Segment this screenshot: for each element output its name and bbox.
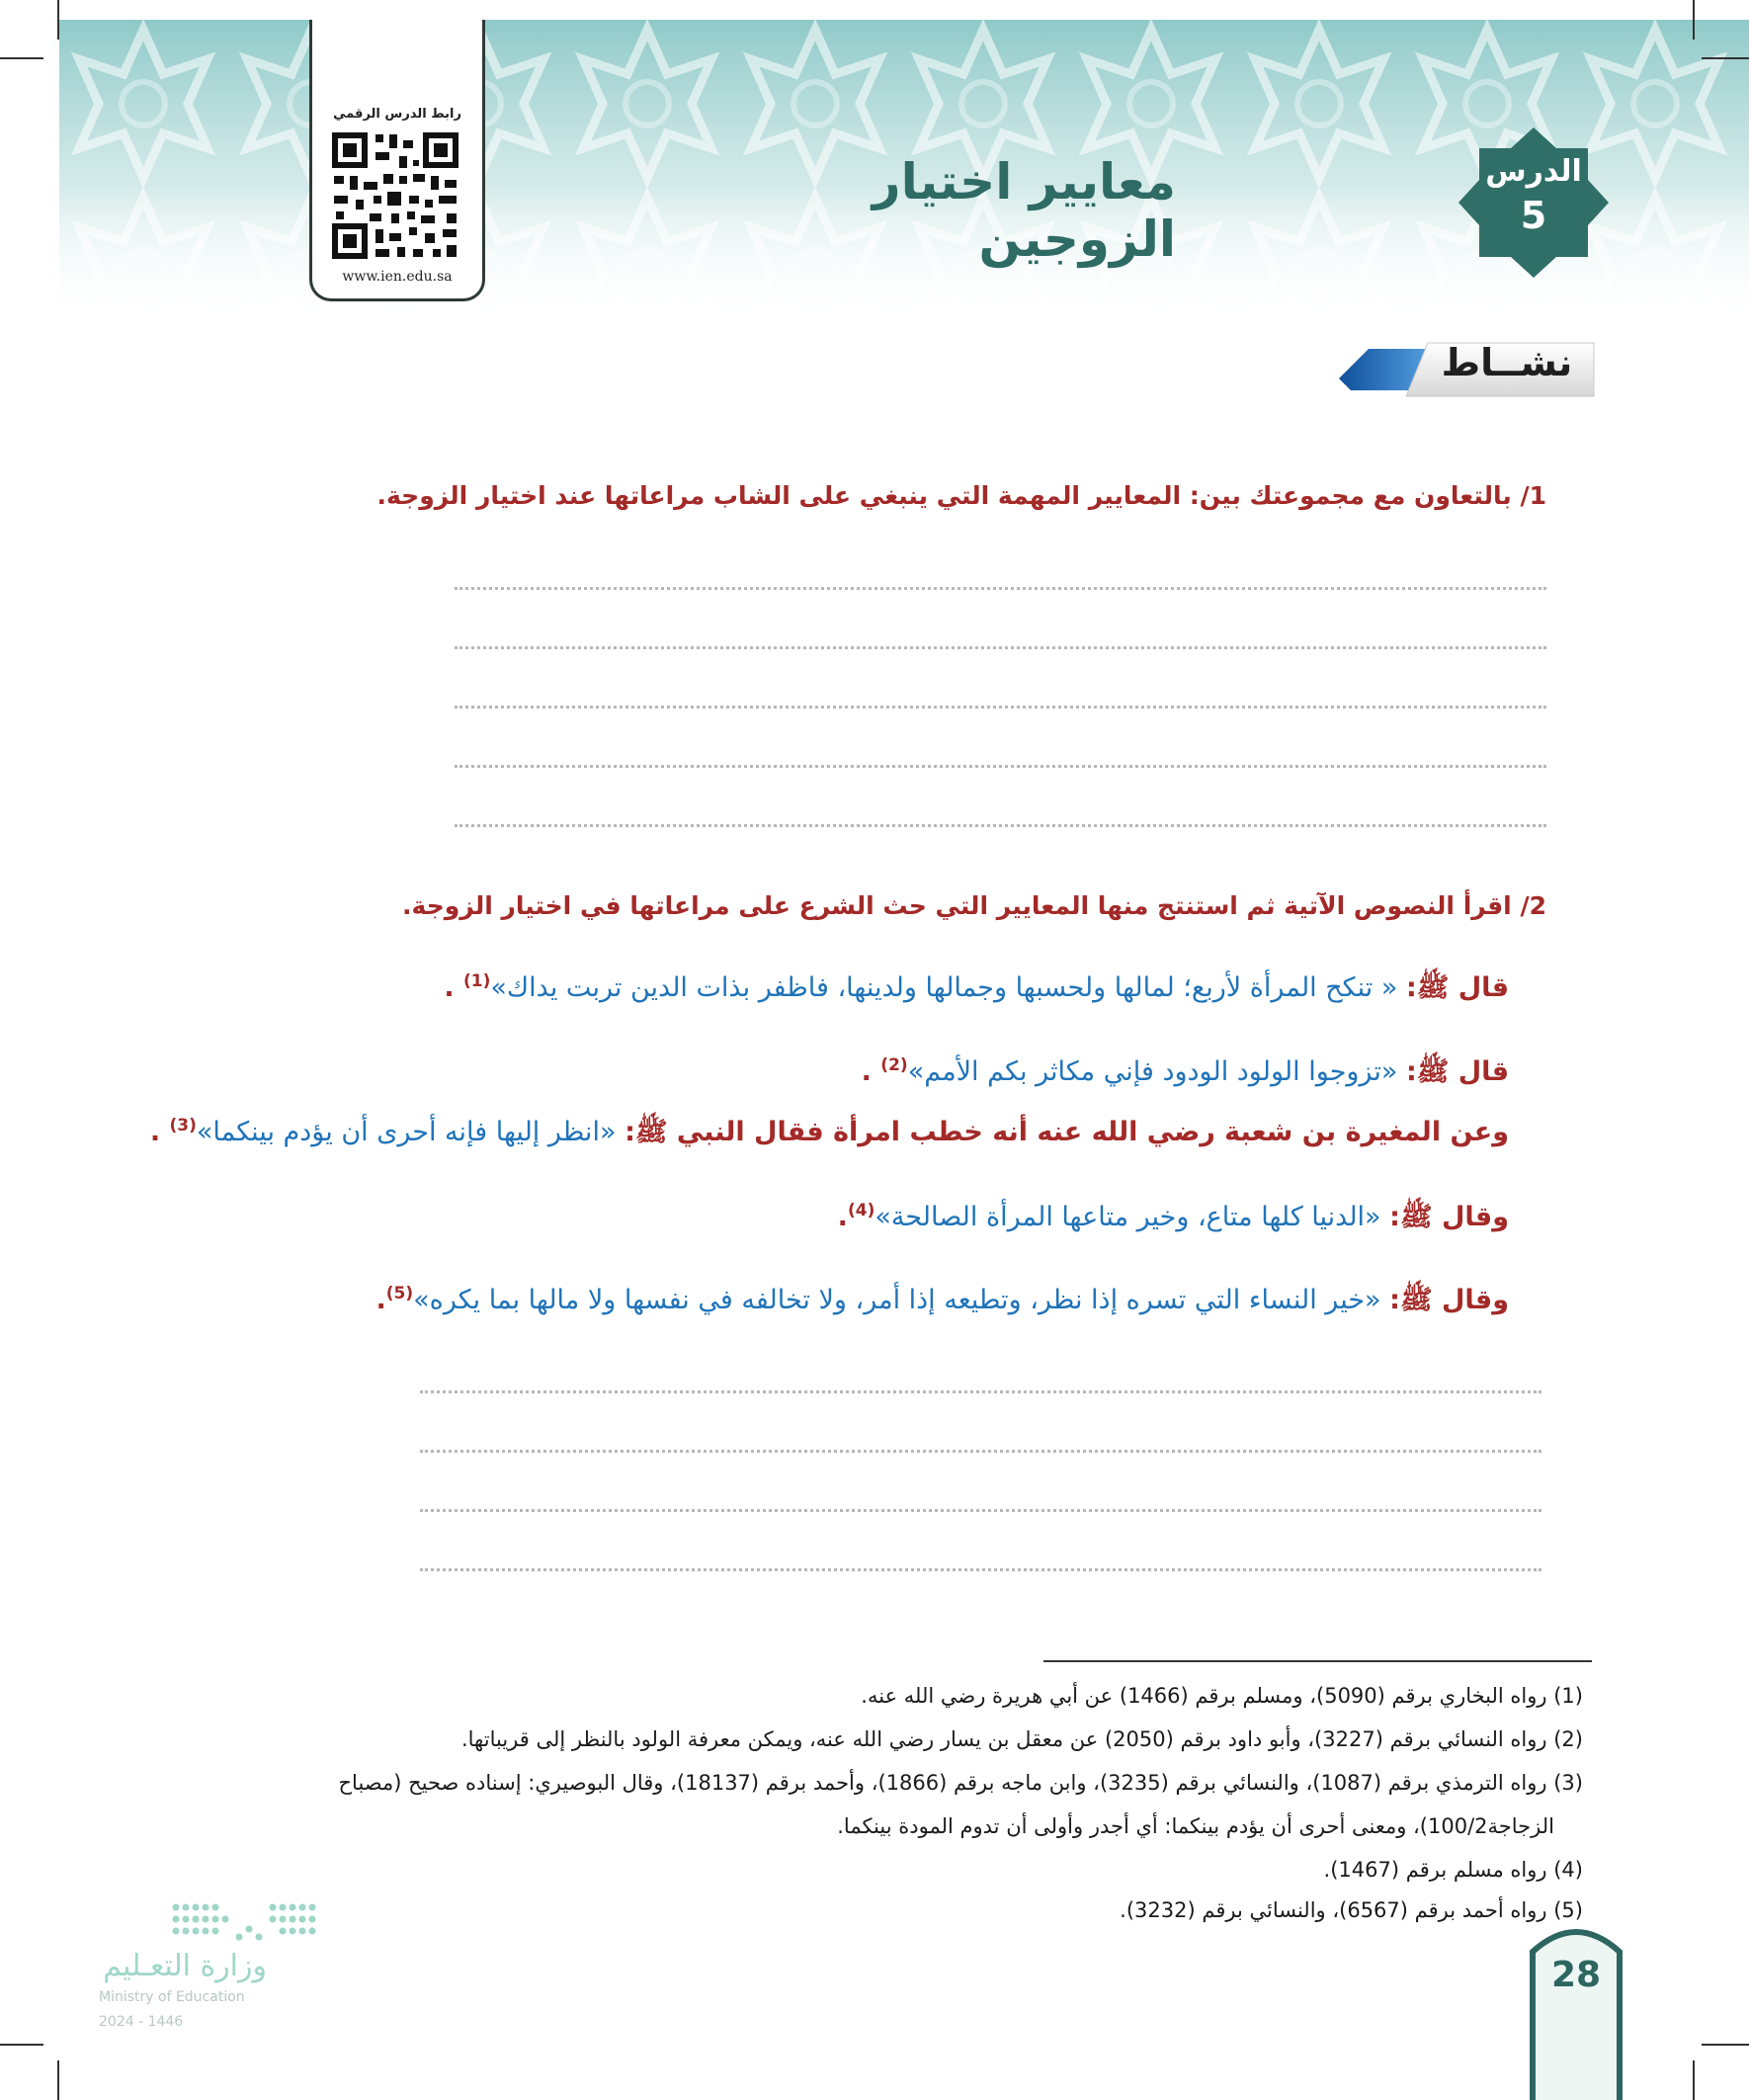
footnote-ref[interactable]: (5): [385, 1284, 414, 1303]
footnote-ref[interactable]: (4): [847, 1201, 875, 1220]
footnote-4: (4) رواه مسلم برقم (1467).: [1323, 1858, 1583, 1882]
crop-mark: [0, 57, 43, 59]
qr-label: رابط الدرس الرقمي: [333, 107, 461, 122]
answer-line[interactable]: [420, 1450, 1541, 1453]
qr-code-icon[interactable]: [330, 130, 460, 261]
answer-line[interactable]: [420, 1568, 1541, 1571]
hadith-1: [444, 970, 1509, 1010]
crop-mark: [1702, 2044, 1749, 2046]
hadith-lead: قال ﷺ:: [1405, 972, 1509, 1003]
hadith-end: .: [375, 1285, 386, 1315]
ministry-logo-icon: [170, 1899, 323, 1947]
hadith-text: «الدنيا كلها متاع، وخير متاعها المرأة الصالحة»: [874, 1202, 1390, 1232]
hadith-4: [838, 1200, 1509, 1239]
question-1: 1/ بالتعاون مع مجموعتك بين: المعايير المهمة التي ينبغي على الشاب مراعاتها عند اختيار الزوجة.: [376, 481, 1546, 510]
activity-label: نشــاط: [1441, 341, 1573, 384]
lesson-label: الدرس: [1485, 154, 1582, 189]
footnote-1: (1) رواه البخاري برقم (5090)، ومسلم برقم (1466) عن أبي هريرة رضي الله عنه.: [861, 1684, 1583, 1708]
hadith-lead: وقال ﷺ:: [1389, 1202, 1509, 1232]
question-2: 2/ اقرأ النصوص الآتية ثم استنتج منها المعايير التي حث الشرع على مراعاتها في اختيار الزوجة.: [402, 891, 1546, 920]
crop-mark: [57, 0, 59, 40]
ministry-name-en: Ministry of Education: [99, 1989, 245, 2005]
hadith-5: [375, 1283, 1509, 1322]
hadith-end: .: [149, 1117, 170, 1147]
crop-mark: [0, 2044, 43, 2046]
page-title: معايير اختيار الزوجين: [872, 153, 1176, 268]
crop-mark: [57, 2060, 59, 2100]
answer-line[interactable]: [455, 824, 1546, 827]
crop-mark: [1702, 57, 1749, 59]
footnote-2: (2) رواه النسائي برقم (3227)، وأبو داود برقم (2050) عن معقل بن يسار رضي الله عنه، ويمكن معرفة الولود بالنظر إلى قريباتها.: [460, 1727, 1583, 1751]
hadith-end: .: [444, 972, 463, 1003]
hadith-lead: وقال ﷺ:: [1389, 1285, 1509, 1315]
hadith-end: .: [861, 1056, 881, 1087]
footnote-ref[interactable]: (3): [169, 1116, 197, 1135]
footnote-ref[interactable]: (2): [880, 1055, 908, 1075]
footnote-5: (5) رواه أحمد برقم (6567)، والنسائي برقم (3232).: [1120, 1898, 1583, 1922]
page-number: 28: [1550, 1955, 1602, 1995]
answer-line[interactable]: [455, 587, 1546, 590]
answer-line[interactable]: [455, 706, 1546, 709]
hadith-3: [150, 1115, 1509, 1154]
crop-mark: [1693, 0, 1695, 40]
footnote-3: (3) رواه الترمذي برقم (1087)، والنسائي برقم (3235)، وابن ماجه برقم (1866)، وأحمد برقم (18137)، وقال البوصيري: إسناده صحيح (مصباح: [338, 1771, 1583, 1795]
footnote-3-cont: الزجاجة100/2)، ومعنى أحرى أن يؤدم بينكما: أي أجدر وأولى أن تدوم المودة بينكما.: [837, 1814, 1554, 1838]
hadith-text: « تنكح المرأة لأربع؛ لمالها ولحسبها وجمالها ولدينها، فاظفر بذات الدين تربت يداك»: [490, 972, 1406, 1003]
hadith-text: «انظر إليها فإنه أحرى أن يؤدم بينكما»: [196, 1117, 625, 1147]
page-number-tab: [1529, 1912, 1624, 2100]
ministry-name-ar: وزارة التعـليم: [103, 1949, 267, 1983]
hadith-lead: وعن المغيرة بن شعبة رضي الله عنه أنه خطب امرأة فقال النبي ﷺ:: [625, 1117, 1509, 1147]
hadith-text: «خير النساء التي تسره إذا نظر، وتطيعه إذا أمر، ولا تخالفه في نفسها ولا مالها بما يكره»: [413, 1285, 1390, 1315]
hadith-2: [862, 1054, 1509, 1094]
qr-url[interactable]: www.ien.edu.sa: [342, 269, 453, 285]
hadith-lead: قال ﷺ:: [1405, 1056, 1509, 1087]
edition-year: 2024 - 1446: [99, 2014, 184, 2030]
answer-line[interactable]: [455, 765, 1546, 768]
lesson-number: 5: [1520, 194, 1547, 237]
hadith-end: .: [837, 1202, 848, 1232]
qr-code-panel[interactable]: [309, 20, 485, 301]
hadith-text: «تزوجوا الولود الودود فإني مكاثر بكم الأمم»: [907, 1056, 1406, 1087]
answer-line[interactable]: [455, 646, 1546, 649]
footnote-ref[interactable]: (1): [462, 971, 491, 991]
answer-line[interactable]: [420, 1390, 1541, 1393]
footnote-divider: [1043, 1660, 1592, 1662]
answer-line[interactable]: [420, 1509, 1541, 1512]
crop-mark: [1693, 2060, 1695, 2100]
